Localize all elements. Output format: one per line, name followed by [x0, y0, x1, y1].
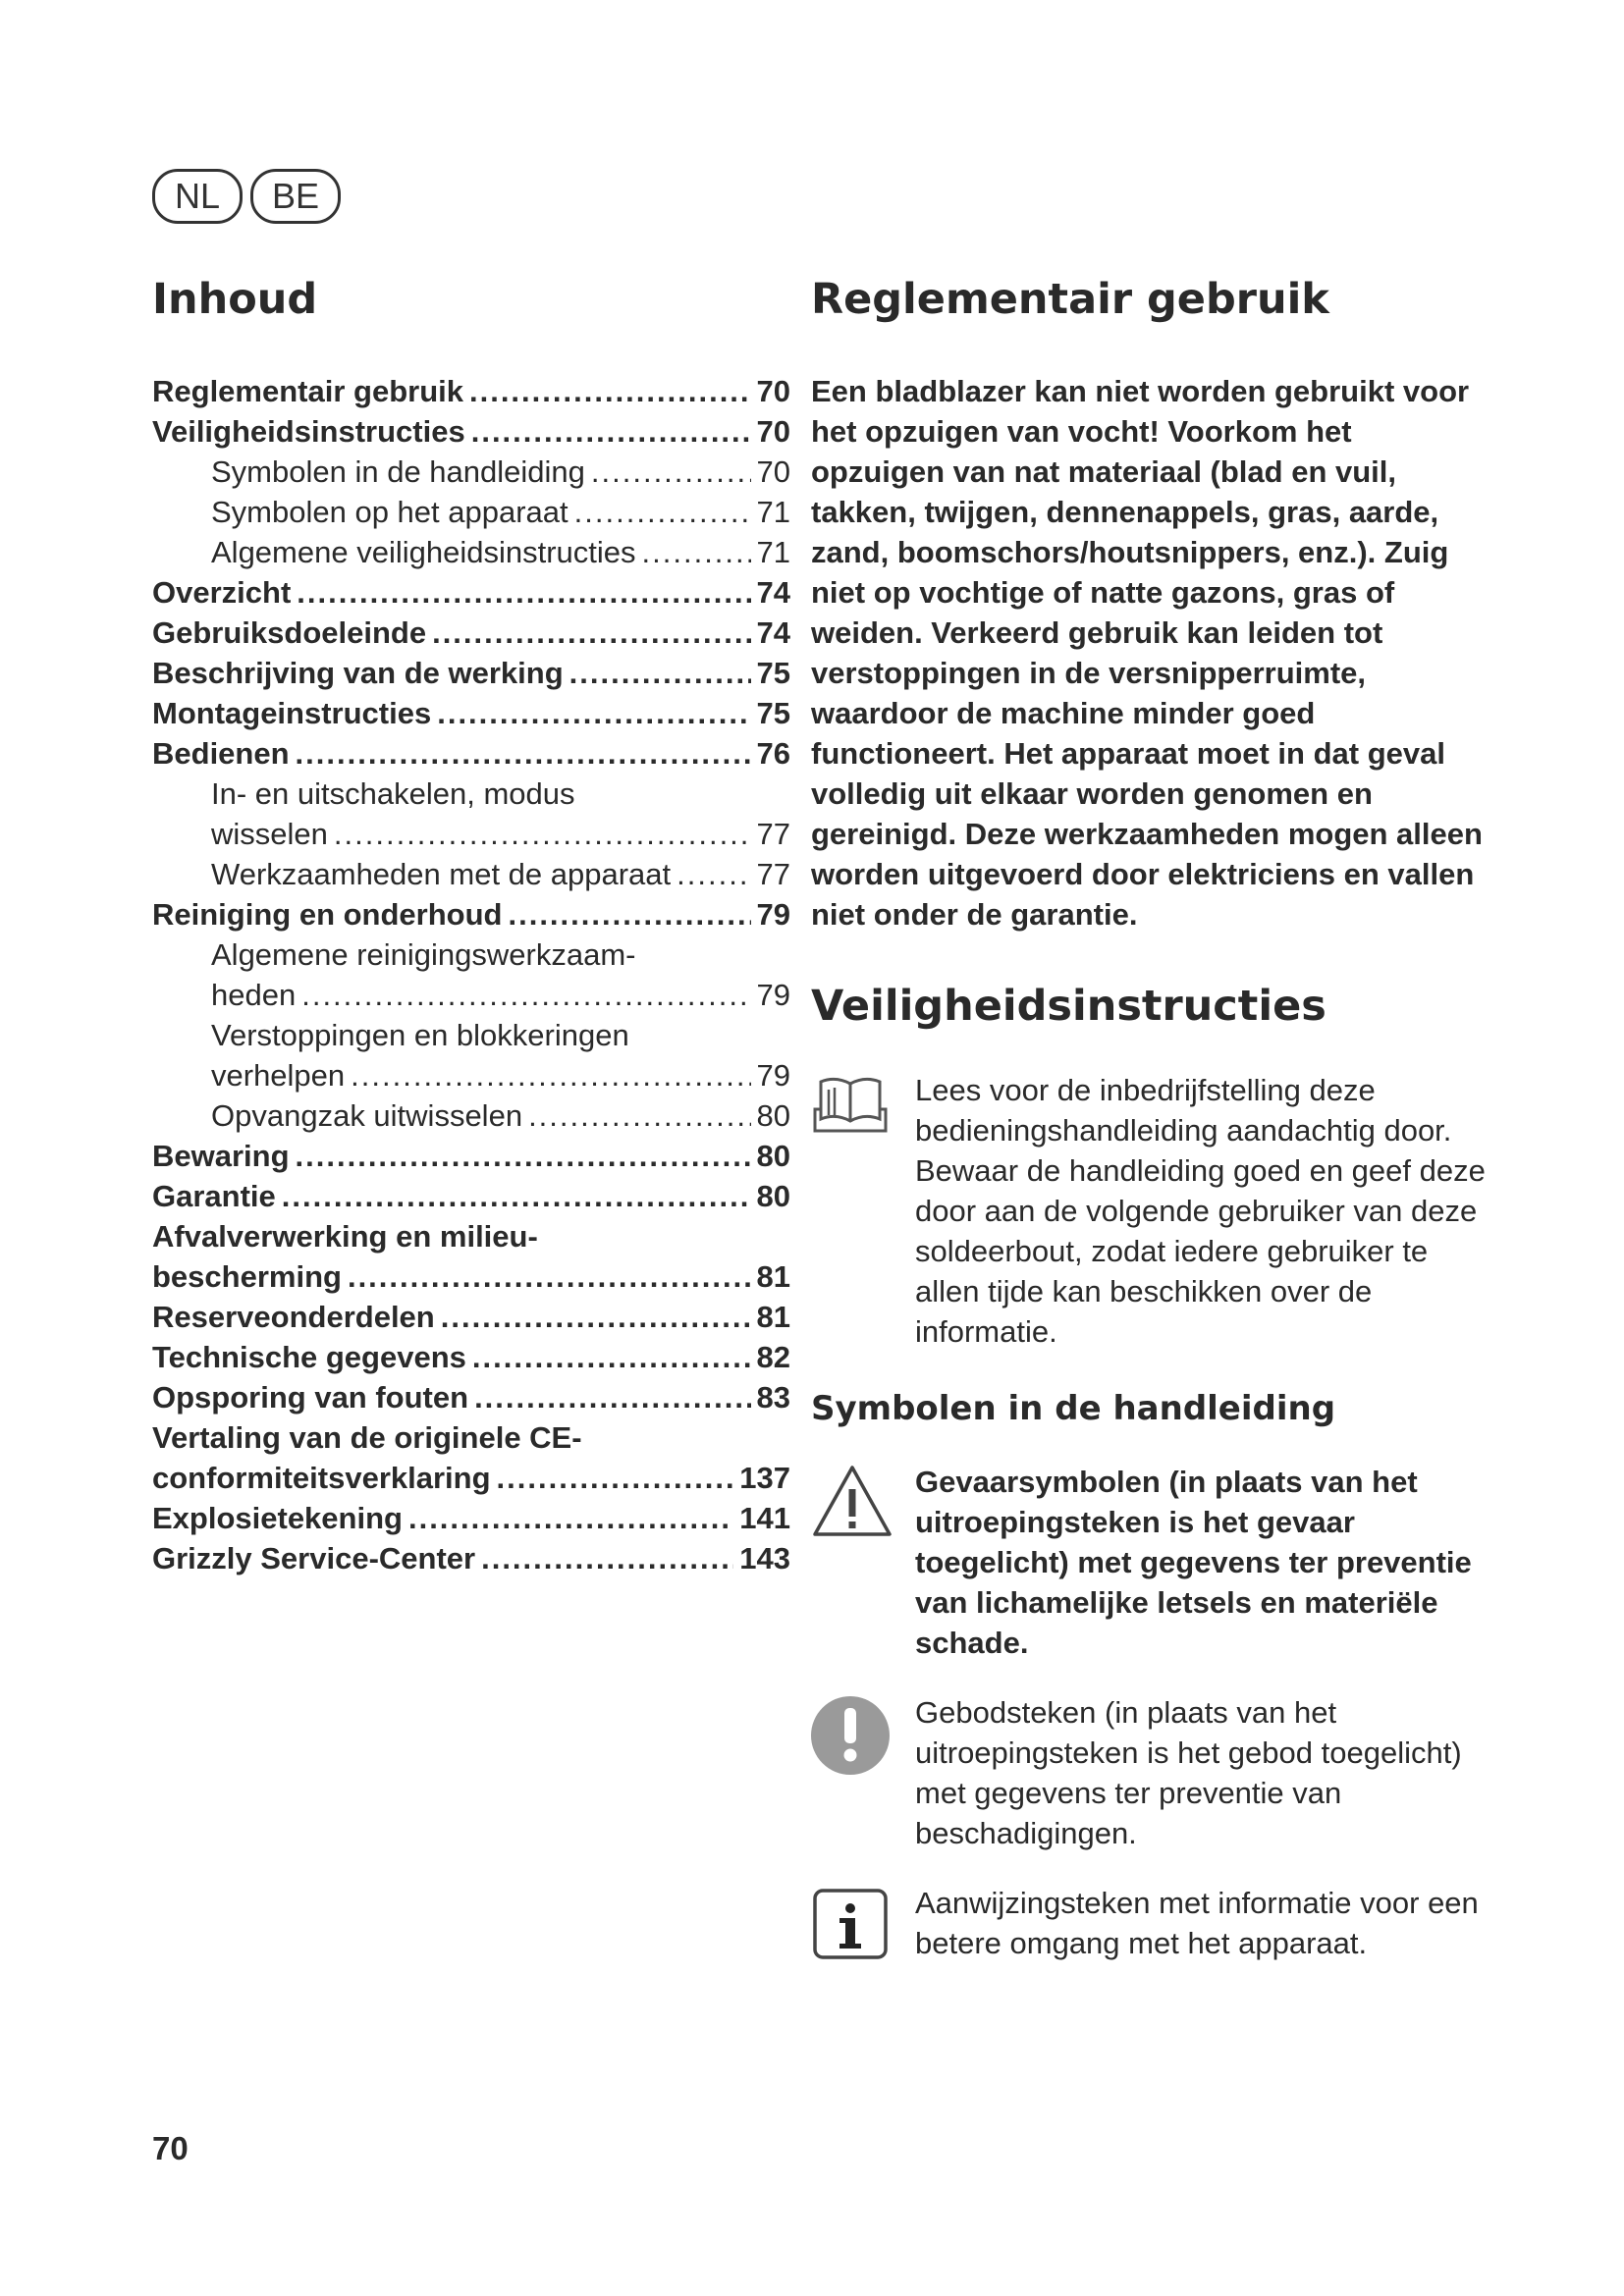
toc-entry[interactable]: Explosietekening ..... 141	[152, 1498, 790, 1538]
toc-entry-line2[interactable]: conformiteitsverklaring ..... 137	[152, 1458, 790, 1498]
toc-entry[interactable]: Garantie ..... 80	[152, 1176, 790, 1216]
page-number: 70	[152, 2130, 189, 2166]
country-badges	[152, 169, 341, 224]
toc-entry[interactable]: Werkzaamheden met de apparaat ..... 77	[152, 854, 790, 894]
danger-note	[811, 1462, 1489, 1663]
info-note-text: Aanwijzingsteken met informatie voor een betere omgang met het apparaat.	[915, 1886, 1479, 1960]
info-icon	[811, 1883, 915, 1971]
manual-note	[811, 1070, 1489, 1352]
warning-triangle-icon	[811, 1462, 915, 1550]
mandatory-note	[811, 1692, 1489, 1853]
toc-entry-line1[interactable]: Vertaling van de originele CE-	[152, 1420, 582, 1455]
manual-note-text: Lees voor de inbedrijfstelling deze bedieningshandleiding aandachtig door. Bewaar de handleiding goed en geef deze door aan de volgende gebruiker van deze soldeerbout, zodat iedere gebruiker te allen tijde kan beschikken over de informatie.	[915, 1073, 1486, 1349]
danger-note-text: Gevaarsymbolen (in plaats van het uitroepingsteken is het gevaar toegelicht) met gegevens ter preventie van lichamelijke letsels en materiële schade.	[915, 1465, 1472, 1660]
badge-nl: NL	[152, 169, 243, 224]
toc-entry[interactable]: Montageinstructies ..... 75	[152, 693, 790, 733]
mandatory-sign-icon	[811, 1692, 915, 1781]
toc-column	[152, 265, 790, 1578]
toc-entry-line2[interactable]: bescherming ..... 81	[152, 1256, 790, 1297]
toc-entry[interactable]: Opsporing van fouten ..... 83	[152, 1377, 790, 1417]
toc-entry-line1[interactable]: Afvalverwerking en milieu-	[152, 1219, 538, 1254]
toc-entry[interactable]: Algemene veiligheidsinstructies ..... 71	[152, 532, 790, 572]
toc-entry-line2[interactable]: heden ..... 79	[152, 975, 790, 1015]
toc-entry[interactable]: Beschrijving van de werking ..... 75	[152, 653, 790, 693]
toc-entry[interactable]: Reserveonderdelen ..... 81	[152, 1297, 790, 1337]
toc-entry[interactable]: Overzicht ..... 74	[152, 572, 790, 613]
toc-entry[interactable]: Reglementair gebruik ..... 70	[152, 371, 790, 411]
toc-entry[interactable]: Symbolen in de handleiding ..... 70	[152, 452, 790, 492]
intended-use-text: Een bladblazer kan niet worden gebruikt voor het opzuigen van vocht! Voorkom het opzuigen van nat materiaal (blad en vuil, takken, twijgen, dennenappels, gras, aarde, zand, boomschors/houtsnippers, enz.). Zuig niet op vochtige of natte gazons, gras of weiden. Verkeerd gebruik kan leiden tot verstoppingen in de versnipperruimte, waardoor de machine minder goed functioneert. Het apparaat moet in dat geval volledig uit elkaar worden genomen en gereinigd. Deze werkzaamheden mogen alleen worden uitgevoerd door elektriciens en vallen niet onder de garantie.	[811, 374, 1483, 932]
intended-use-title: Reglementair gebruik	[811, 275, 1329, 324]
toc-entry-line1[interactable]: In- en uitschakelen, modus	[211, 776, 575, 811]
toc-entry[interactable]: Bewaring ..... 80	[152, 1136, 790, 1176]
content-column	[811, 265, 1489, 1971]
toc-title: Inhoud	[152, 275, 318, 324]
toc-entry-line1[interactable]: Algemene reinigingswerkzaam-	[211, 937, 636, 972]
info-note	[811, 1883, 1489, 1971]
toc-entry[interactable]: Symbolen op het apparaat ..... 71	[152, 492, 790, 532]
toc-entry-line2[interactable]: wisselen ..... 77	[152, 814, 790, 854]
toc-entry-line1[interactable]: Verstoppingen en blokkeringen	[211, 1018, 629, 1052]
toc-entry-line2[interactable]: verhelpen ..... 79	[152, 1055, 790, 1095]
symbols-title: Symbolen in de handleiding	[811, 1389, 1336, 1428]
toc-entry[interactable]: Veiligheidsinstructies ..... 70	[152, 411, 790, 452]
toc-list	[152, 371, 790, 1578]
toc-entry[interactable]: Gebruiksdoeleinde ..... 74	[152, 613, 790, 653]
toc-entry[interactable]: Opvangzak uitwisselen ..... 80	[152, 1095, 790, 1136]
badge-be: BE	[250, 169, 341, 224]
toc-entry[interactable]: Reiniging en onderhoud ..... 79	[152, 894, 790, 934]
toc-entry[interactable]: Technische gegevens ..... 82	[152, 1337, 790, 1377]
toc-entry[interactable]: Bedienen ..... 76	[152, 733, 790, 774]
book-icon	[811, 1070, 915, 1158]
mandatory-note-text: Gebodsteken (in plaats van het uitroepingsteken is het gebod toegelicht) met gegevens ter preventie van beschadigingen.	[915, 1695, 1462, 1850]
toc-entry[interactable]: Grizzly Service-Center ..... 143	[152, 1538, 790, 1578]
safety-title: Veiligheidsinstructies	[811, 982, 1326, 1031]
